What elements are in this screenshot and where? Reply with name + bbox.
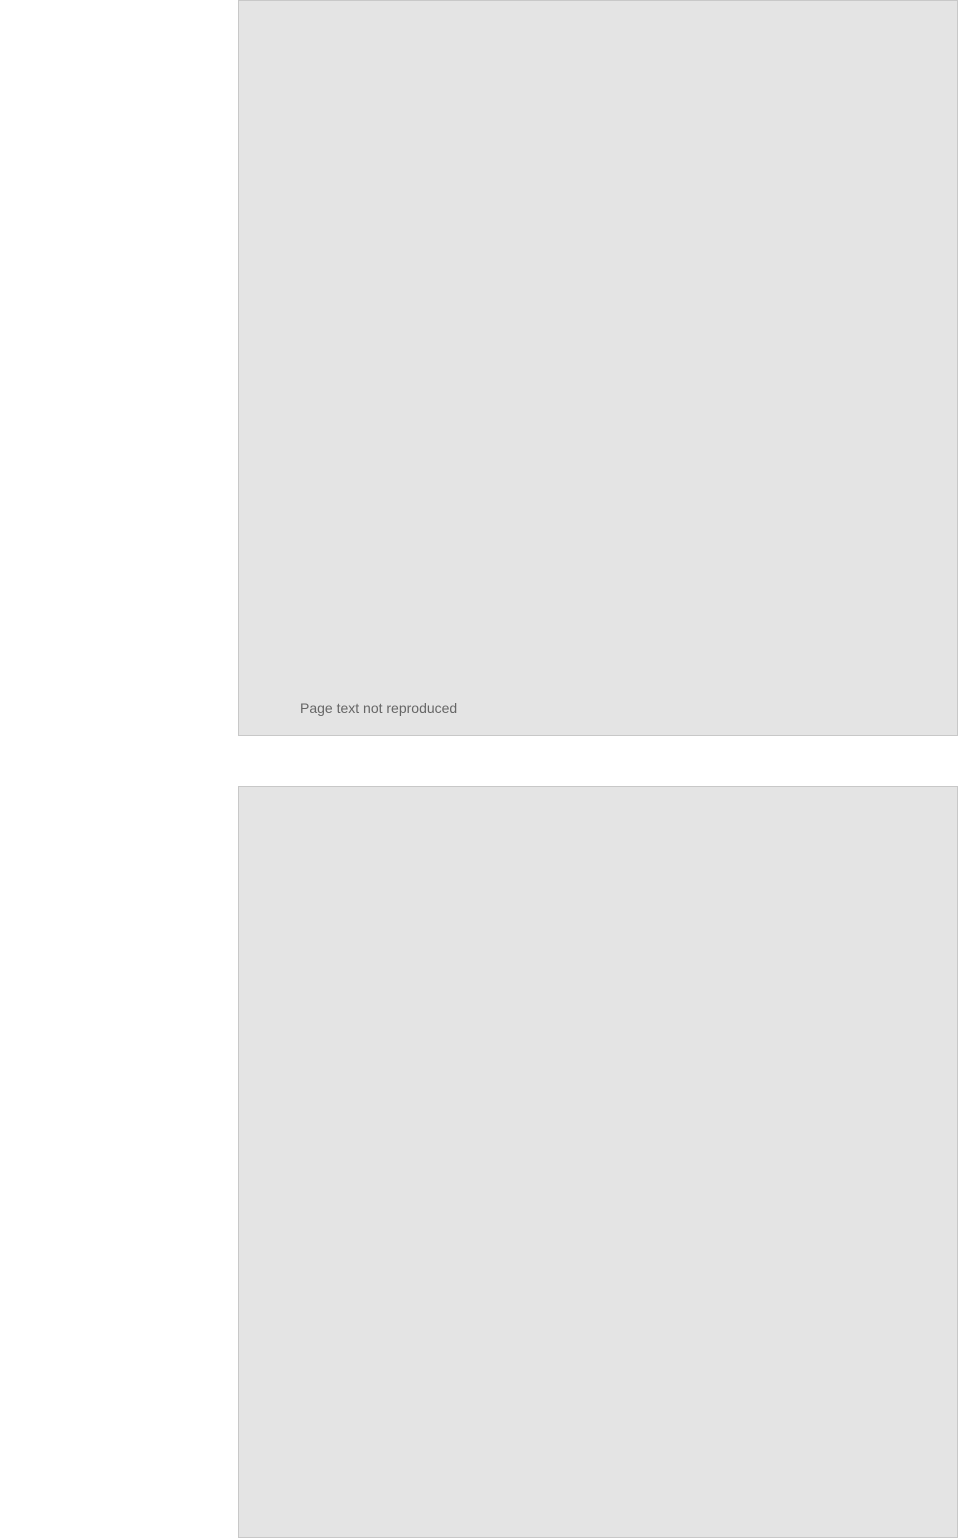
text-block-placeholder: [238, 786, 958, 1538]
text-block-placeholder: [238, 0, 958, 736]
placeholder-notice: Page text not reproduced: [300, 700, 458, 716]
